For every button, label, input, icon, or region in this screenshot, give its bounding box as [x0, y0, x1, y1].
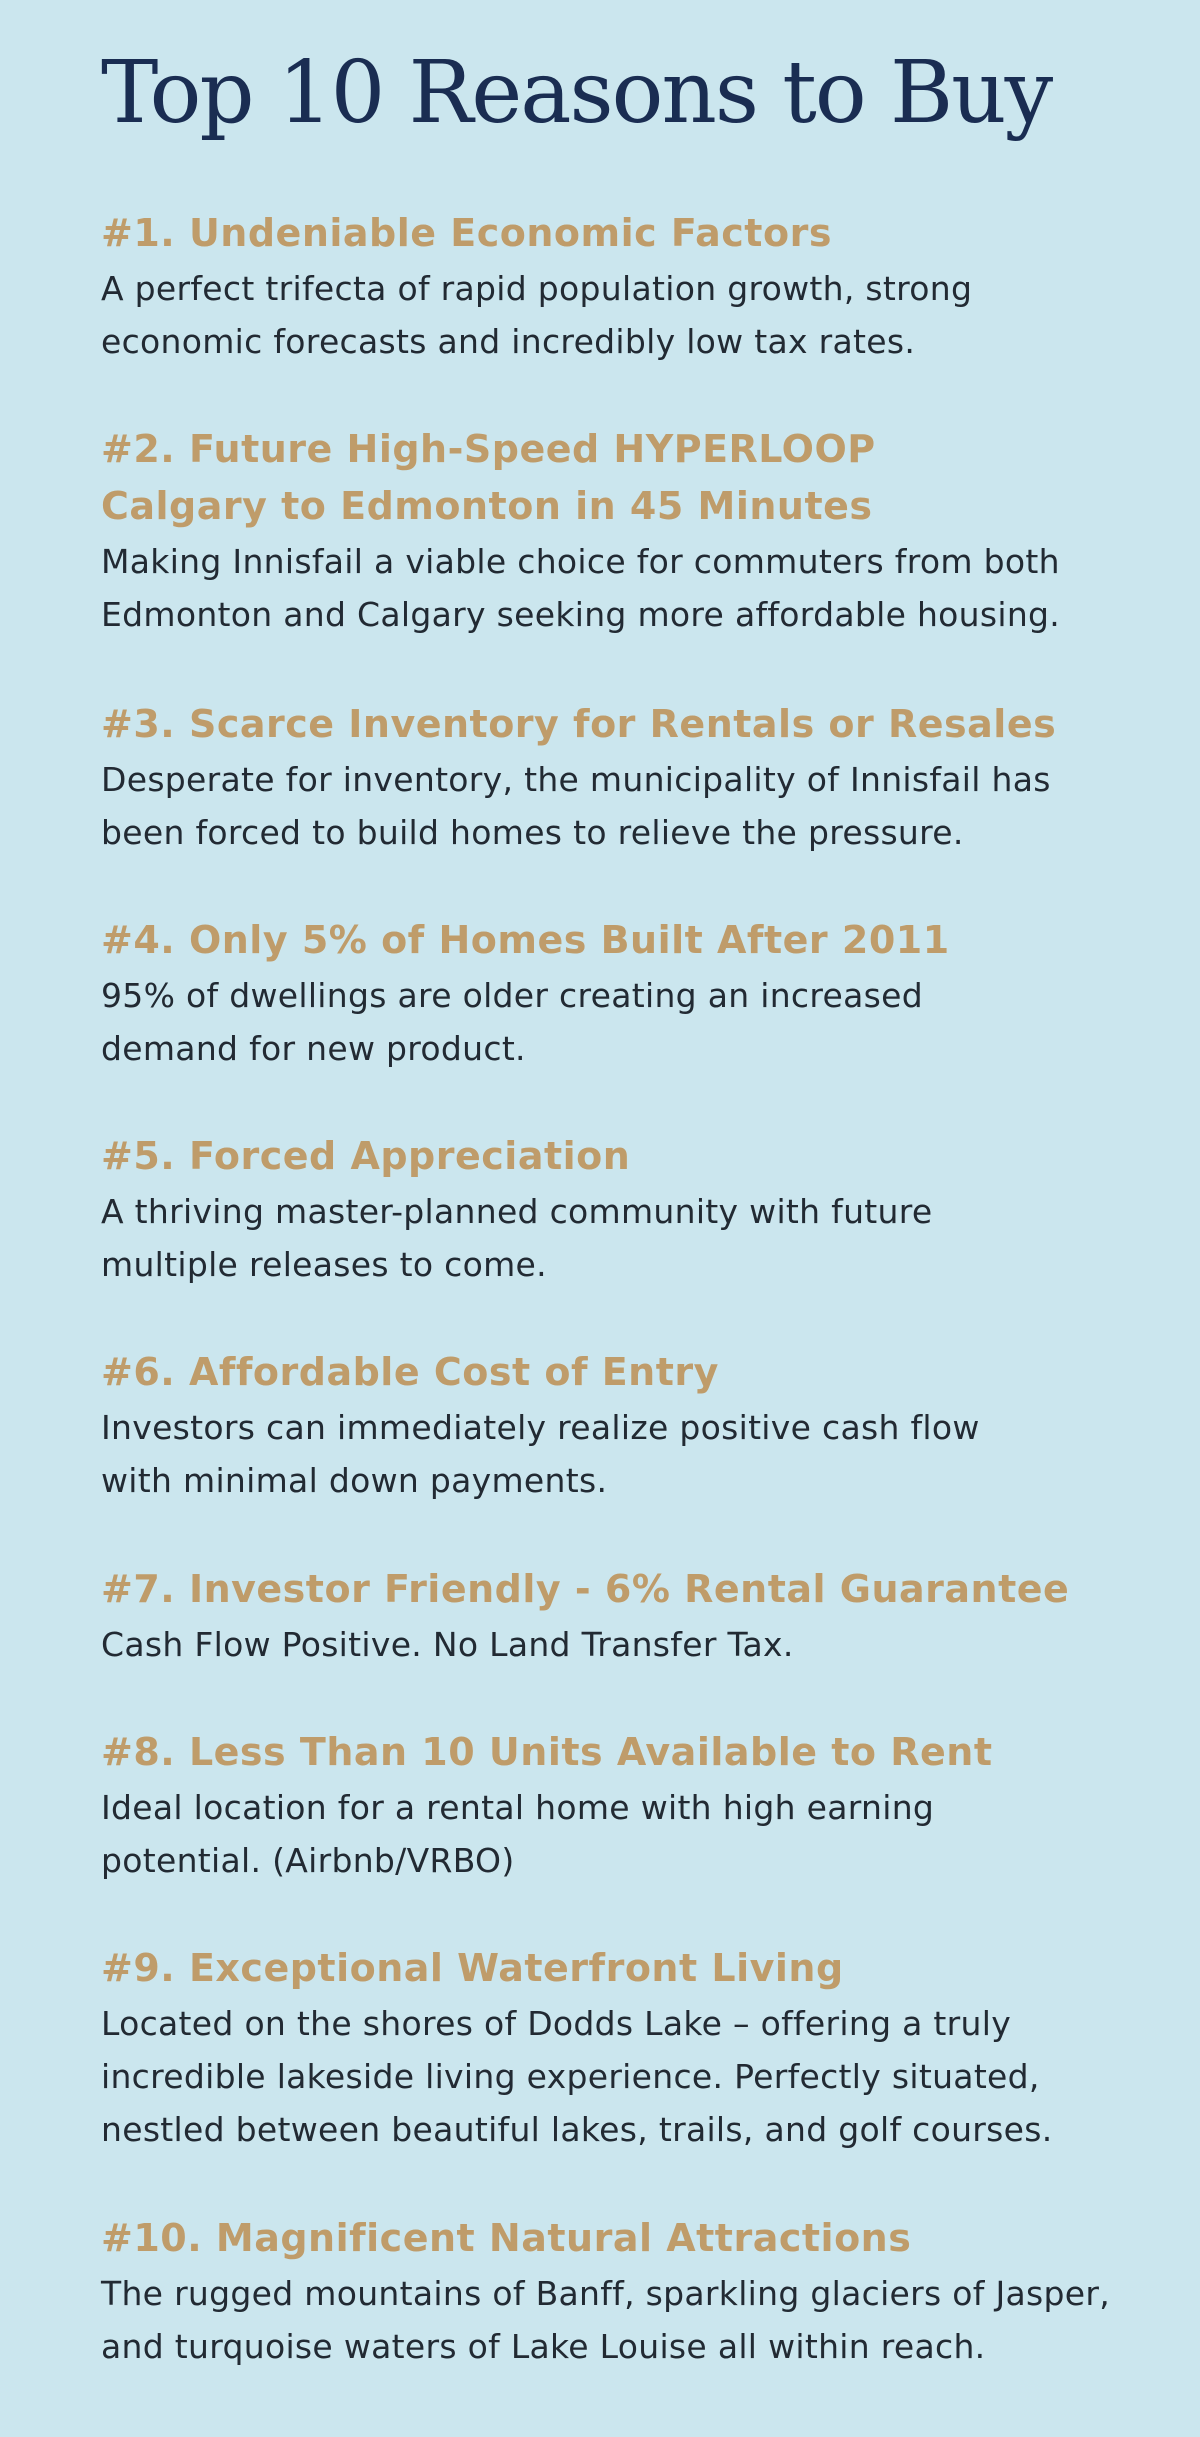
reason-heading: #6. Affordable Cost of Entry [101, 1350, 719, 1394]
reason-item-7 [101, 1561, 1161, 1671]
reason-description: 95% of dwellings are older creating an increased demand for new product. [101, 976, 923, 1068]
reason-heading: #8. Less Than 10 Units Available to Rent [101, 1730, 993, 1774]
reason-item-6 [101, 1344, 1161, 1507]
reason-item-10 [101, 2210, 1161, 2373]
reason-heading: #5. Forced Appreciation [101, 1134, 631, 1178]
reason-description: The rugged mountains of Banff, sparkling glaciers of Jasper, and turquoise waters of Lake Louise all within reach. [101, 2274, 1111, 2366]
reason-description: A thriving master-planned community with future multiple releases to come. [101, 1192, 933, 1284]
page-title: Top 10 Reasons to Buy [101, 43, 1052, 143]
reason-heading: #7. Investor Friendly - 6% Rental Guarantee [101, 1567, 1070, 1611]
reason-item-2 [101, 421, 1161, 641]
reason-heading: #3. Scarce Inventory for Rentals or Resales [101, 702, 1057, 746]
reason-description: Desperate for inventory, the municipality of Innisfail has been forced to build homes to relieve the pressure. [101, 760, 1051, 852]
reason-heading: #2. Future High-Speed HYPERLOOP Calgary to Edmonton in 45 Minutes [101, 427, 876, 528]
reason-heading: #9. Exceptional Waterfront Living [101, 1946, 844, 1990]
reason-item-4 [101, 912, 1161, 1075]
reason-description: A perfect trifecta of rapid population growth, strong economic forecasts and incredibly low tax rates. [101, 269, 973, 361]
reason-item-3 [101, 696, 1161, 859]
reason-description: Located on the shores of Dodds Lake – offering a truly incredible lakeside living experience. Perfectly situated, nestled between beautiful lakes, trails, and golf courses. [101, 2004, 1053, 2149]
reason-description: Investors can immediately realize positive cash flow with minimal down payments. [101, 1408, 980, 1500]
reason-item-1 [101, 205, 1161, 368]
reason-item-5 [101, 1128, 1161, 1291]
reason-heading: #4. Only 5% of Homes Built After 2011 [101, 918, 950, 962]
reason-item-8 [101, 1724, 1161, 1887]
reason-description: Ideal location for a rental home with high earning potential. (Airbnb/VRBO) [101, 1788, 935, 1880]
reason-description: Making Innisfail a viable choice for commuters from both Edmonton and Calgary seeking more affordable housing. [101, 542, 1061, 634]
reason-heading: #10. Magnificent Natural Attractions [101, 2216, 912, 2260]
reason-heading: #1. Undeniable Economic Factors [101, 211, 832, 255]
reason-description: Cash Flow Positive. No Land Transfer Tax. [101, 1625, 794, 1664]
reason-item-9 [101, 1940, 1161, 2156]
